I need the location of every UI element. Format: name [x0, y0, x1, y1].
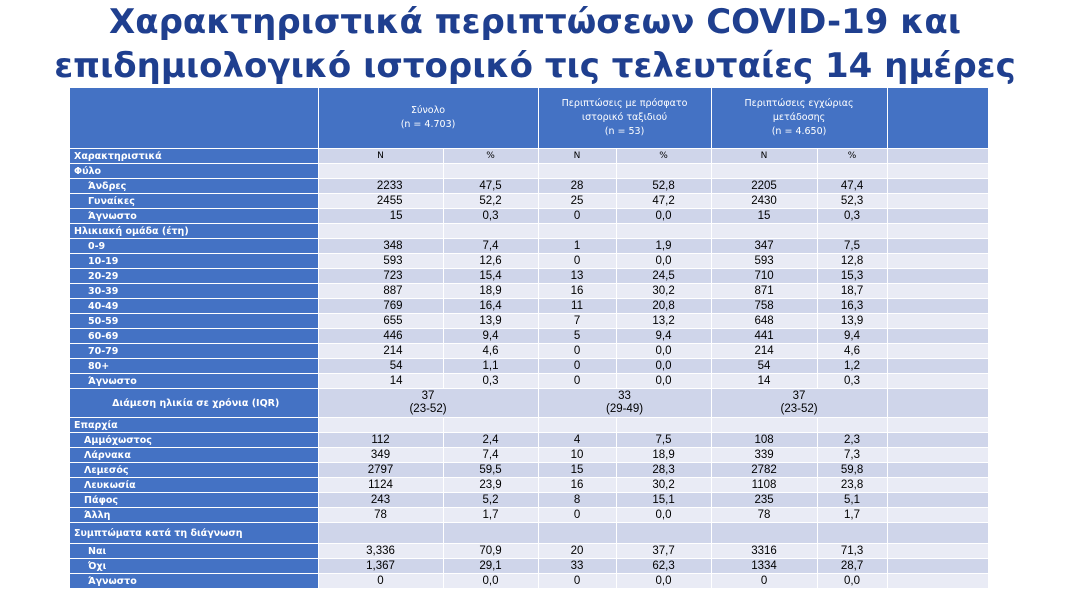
travel-pct: 37,7	[616, 544, 711, 559]
travel-pct: 9,4	[616, 329, 711, 344]
row-label: 0-9	[70, 239, 318, 254]
header-travel-n: (n = 53)	[604, 126, 645, 137]
header-local-n: (n = 4.650)	[771, 126, 827, 137]
local-n: 347	[711, 239, 817, 254]
total-pct: 52,2	[443, 194, 538, 209]
local-n: 214	[711, 344, 817, 359]
characteristics-table	[70, 88, 989, 589]
travel-n: 4	[538, 433, 616, 448]
local-n: 2205	[711, 179, 817, 194]
travel-n: 7	[538, 314, 616, 329]
total-pct: 7,4	[443, 448, 538, 463]
local-pct: 4,6	[817, 344, 887, 359]
total-pct: 18,9	[443, 284, 538, 299]
row-blank-cell	[887, 574, 988, 589]
header-total	[318, 88, 538, 149]
local-n: 3316	[711, 544, 817, 559]
row-blank-cell	[887, 359, 988, 374]
local-n: 441	[711, 329, 817, 344]
median-label: Διάμεση ηλικία σε χρόνια (IQR)	[70, 389, 318, 418]
total-n: 243	[318, 493, 443, 508]
local-n: 710	[711, 269, 817, 284]
local-pct: 5,1	[817, 493, 887, 508]
header-travel-label2: ιστορικό ταξιδιού	[581, 112, 668, 123]
age-row	[70, 299, 988, 314]
travel-n: 33	[538, 559, 616, 574]
col-pct-label: %	[616, 149, 711, 164]
row-blank-cell	[887, 344, 988, 359]
empty-cell	[711, 224, 817, 239]
travel-n: 0	[538, 374, 616, 389]
travel-n: 15	[538, 463, 616, 478]
column-subheader-row	[70, 149, 988, 164]
total-pct: 0,3	[443, 374, 538, 389]
row-label: Όχι	[70, 559, 318, 574]
travel-pct: 62,3	[616, 559, 711, 574]
row-blank-cell	[887, 418, 988, 433]
row-blank-cell	[887, 179, 988, 194]
total-pct: 1,7	[443, 508, 538, 523]
row-blank-cell	[887, 433, 988, 448]
row-label: 20-29	[70, 269, 318, 284]
title-line-1: Χαρακτηριστικά περιπτώσεων COVID-19 και	[109, 2, 961, 42]
total-pct: 5,2	[443, 493, 538, 508]
local-n: 758	[711, 299, 817, 314]
header-travel-label1: Περιπτώσεις με πρόσφατο	[561, 98, 688, 109]
local-pct: 7,5	[817, 239, 887, 254]
travel-n: 16	[538, 478, 616, 493]
empty-cell	[616, 224, 711, 239]
row-blank-cell	[887, 209, 988, 224]
travel-pct: 30,2	[616, 478, 711, 493]
row-label: Φύλο	[70, 164, 318, 179]
total-pct: 70,9	[443, 544, 538, 559]
row-label: 40-49	[70, 299, 318, 314]
district-row	[70, 448, 988, 463]
total-n: 112	[318, 433, 443, 448]
row-label: Άγνωστο	[70, 209, 318, 224]
total-pct: 23,9	[443, 478, 538, 493]
empty-cell	[538, 164, 616, 179]
empty-cell	[711, 418, 817, 433]
district-row	[70, 463, 988, 478]
total-n: 349	[318, 448, 443, 463]
row-blank-cell	[887, 164, 988, 179]
row-blank-cell	[887, 149, 988, 164]
age-row	[70, 359, 988, 374]
total-n: 14	[318, 374, 443, 389]
local-n: 593	[711, 254, 817, 269]
row-blank-cell	[887, 463, 988, 478]
total-pct: 4,6	[443, 344, 538, 359]
total-n: 446	[318, 329, 443, 344]
local-n: 648	[711, 314, 817, 329]
age-row	[70, 314, 988, 329]
row-blank-cell	[887, 194, 988, 209]
empty-cell	[711, 164, 817, 179]
row-label: Ηλικιακή ομάδα (έτη)	[70, 224, 318, 239]
section-age	[70, 224, 988, 239]
total-n: 214	[318, 344, 443, 359]
col-n-label: N	[538, 149, 616, 164]
row-label: Πάφος	[70, 493, 318, 508]
median-age-row	[70, 389, 988, 418]
travel-pct: 0,0	[616, 359, 711, 374]
characteristics-label: Χαρακτηριστικά	[70, 149, 318, 164]
local-pct: 12,8	[817, 254, 887, 269]
district-row	[70, 433, 988, 448]
local-pct: 47,4	[817, 179, 887, 194]
total-n: 348	[318, 239, 443, 254]
col-pct-label: %	[817, 149, 887, 164]
total-pct: 7,4	[443, 239, 538, 254]
local-pct: 18,7	[817, 284, 887, 299]
empty-cell	[443, 418, 538, 433]
total-n: 887	[318, 284, 443, 299]
local-pct: 15,3	[817, 269, 887, 284]
empty-cell	[817, 224, 887, 239]
travel-pct: 28,3	[616, 463, 711, 478]
empty-cell	[817, 523, 887, 544]
local-n: 871	[711, 284, 817, 299]
total-n: 769	[318, 299, 443, 314]
local-n: 15	[711, 209, 817, 224]
median-total-value: 37	[421, 390, 435, 402]
median-total	[318, 389, 538, 418]
median-travel-iqr: (29-49)	[605, 403, 644, 415]
age-row	[70, 344, 988, 359]
header-blank-right	[887, 88, 988, 149]
row-blank-cell	[887, 224, 988, 239]
total-n: 593	[318, 254, 443, 269]
empty-cell	[443, 523, 538, 544]
total-pct: 0,3	[443, 209, 538, 224]
row-label: Αμμόχωστος	[70, 433, 318, 448]
col-n-label: N	[711, 149, 817, 164]
empty-cell	[616, 523, 711, 544]
travel-pct: 30,2	[616, 284, 711, 299]
median-local	[711, 389, 887, 418]
total-n: 1,367	[318, 559, 443, 574]
local-pct: 23,8	[817, 478, 887, 493]
table-header-row	[70, 88, 988, 149]
travel-n: 20	[538, 544, 616, 559]
local-pct: 59,8	[817, 463, 887, 478]
travel-pct: 7,5	[616, 433, 711, 448]
row-label: Ναι	[70, 544, 318, 559]
row-blank-cell	[887, 314, 988, 329]
travel-pct: 24,5	[616, 269, 711, 284]
row-label: 10-19	[70, 254, 318, 269]
empty-cell	[817, 418, 887, 433]
travel-pct: 15,1	[616, 493, 711, 508]
empty-cell	[538, 418, 616, 433]
local-n: 2430	[711, 194, 817, 209]
local-pct: 1,2	[817, 359, 887, 374]
local-pct: 0,3	[817, 374, 887, 389]
sex-row	[70, 179, 988, 194]
median-travel	[538, 389, 711, 418]
empty-cell	[616, 418, 711, 433]
total-n: 0	[318, 574, 443, 589]
total-n: 2797	[318, 463, 443, 478]
row-blank-cell	[887, 329, 988, 344]
travel-n: 16	[538, 284, 616, 299]
local-pct: 71,3	[817, 544, 887, 559]
travel-pct: 47,2	[616, 194, 711, 209]
travel-pct: 0,0	[616, 254, 711, 269]
total-n: 655	[318, 314, 443, 329]
empty-cell	[887, 523, 988, 544]
empty-cell	[538, 523, 616, 544]
total-pct: 59,5	[443, 463, 538, 478]
local-n: 78	[711, 508, 817, 523]
local-pct: 7,3	[817, 448, 887, 463]
travel-pct: 0,0	[616, 574, 711, 589]
median-local-iqr: (23-52)	[780, 403, 818, 415]
total-pct: 12,6	[443, 254, 538, 269]
local-pct: 1,7	[817, 508, 887, 523]
age-row	[70, 269, 988, 284]
district-row	[70, 508, 988, 523]
sex-row	[70, 209, 988, 224]
local-n: 0	[711, 574, 817, 589]
col-n-label: N	[318, 149, 443, 164]
age-row	[70, 254, 988, 269]
row-label: Γυναίκες	[70, 194, 318, 209]
row-blank-cell	[887, 544, 988, 559]
total-pct: 47,5	[443, 179, 538, 194]
row-blank-cell	[887, 254, 988, 269]
travel-n: 1	[538, 239, 616, 254]
title-line-2: επιδημιολογικό ιστορικό τις τελευταίες 14 ημέρες	[54, 46, 1016, 86]
travel-pct: 0,0	[616, 374, 711, 389]
col-pct-label: %	[443, 149, 538, 164]
age-row	[70, 374, 988, 389]
local-n: 54	[711, 359, 817, 374]
row-label: Άλλη	[70, 508, 318, 523]
symptom-row	[70, 544, 988, 559]
empty-cell	[538, 224, 616, 239]
district-row	[70, 493, 988, 508]
total-pct: 29,1	[443, 559, 538, 574]
header-local	[711, 88, 887, 149]
travel-n: 25	[538, 194, 616, 209]
local-n: 1108	[711, 478, 817, 493]
travel-pct: 20,8	[616, 299, 711, 314]
travel-pct: 13,2	[616, 314, 711, 329]
total-n: 1124	[318, 478, 443, 493]
empty-cell	[318, 523, 443, 544]
empty-cell	[318, 418, 443, 433]
local-n: 1334	[711, 559, 817, 574]
section-symptoms	[70, 523, 988, 544]
row-blank-cell	[887, 269, 988, 284]
travel-pct: 0,0	[616, 508, 711, 523]
local-pct: 0,3	[817, 209, 887, 224]
local-n: 14	[711, 374, 817, 389]
row-blank-cell	[887, 493, 988, 508]
total-n: 2455	[318, 194, 443, 209]
row-label: Λεμεσός	[70, 463, 318, 478]
travel-n: 0	[538, 574, 616, 589]
local-pct: 13,9	[817, 314, 887, 329]
travel-pct: 1,9	[616, 239, 711, 254]
total-pct: 2,4	[443, 433, 538, 448]
symptom-row	[70, 559, 988, 574]
row-label: Λάρνακα	[70, 448, 318, 463]
empty-cell	[318, 164, 443, 179]
row-label: 50-59	[70, 314, 318, 329]
median-total-iqr: (23-52)	[409, 403, 447, 415]
total-pct: 0,0	[443, 574, 538, 589]
total-pct: 9,4	[443, 329, 538, 344]
travel-n: 5	[538, 329, 616, 344]
local-pct: 28,7	[817, 559, 887, 574]
total-pct: 16,4	[443, 299, 538, 314]
section-district	[70, 418, 988, 433]
row-blank-cell	[887, 284, 988, 299]
travel-n: 0	[538, 359, 616, 374]
row-label: Άνδρες	[70, 179, 318, 194]
section-sex	[70, 164, 988, 179]
row-label: Άγνωστο	[70, 574, 318, 589]
row-label: 70-79	[70, 344, 318, 359]
total-n: 723	[318, 269, 443, 284]
row-blank-cell	[887, 239, 988, 254]
empty-cell	[443, 224, 538, 239]
age-row	[70, 329, 988, 344]
header-blank	[70, 88, 318, 149]
local-n: 235	[711, 493, 817, 508]
total-pct: 13,9	[443, 314, 538, 329]
row-label: Επαρχία	[70, 418, 318, 433]
local-n: 108	[711, 433, 817, 448]
header-local-label2: μετάδοσης	[772, 112, 826, 123]
empty-cell	[616, 164, 711, 179]
local-n: 339	[711, 448, 817, 463]
slide-title	[0, 0, 1070, 88]
row-blank-cell	[887, 389, 988, 418]
header-travel	[538, 88, 711, 149]
travel-pct: 0,0	[616, 344, 711, 359]
total-n: 54	[318, 359, 443, 374]
row-label: 30-39	[70, 284, 318, 299]
travel-n: 0	[538, 254, 616, 269]
local-pct: 9,4	[817, 329, 887, 344]
travel-pct: 52,8	[616, 179, 711, 194]
total-n: 3,336	[318, 544, 443, 559]
travel-pct: 18,9	[616, 448, 711, 463]
empty-cell	[817, 164, 887, 179]
empty-cell	[711, 523, 817, 544]
travel-n: 13	[538, 269, 616, 284]
travel-n: 0	[538, 209, 616, 224]
age-row	[70, 239, 988, 254]
row-blank-cell	[887, 374, 988, 389]
symptom-row	[70, 574, 988, 589]
header-total-label: Σύνολο	[410, 105, 446, 116]
local-pct: 16,3	[817, 299, 887, 314]
travel-pct: 0,0	[616, 209, 711, 224]
local-n: 2782	[711, 463, 817, 478]
header-local-label1: Περιπτώσεις εγχώριας	[744, 98, 854, 109]
row-label: 80+	[70, 359, 318, 374]
row-blank-cell	[887, 448, 988, 463]
row-label: 60-69	[70, 329, 318, 344]
total-pct: 1,1	[443, 359, 538, 374]
row-blank-cell	[887, 508, 988, 523]
header-total-n: (n = 4.703)	[400, 119, 456, 130]
total-pct: 15,4	[443, 269, 538, 284]
sex-row	[70, 194, 988, 209]
age-row	[70, 284, 988, 299]
local-pct: 2,3	[817, 433, 887, 448]
total-n: 78	[318, 508, 443, 523]
row-label: Λευκωσία	[70, 478, 318, 493]
row-label: Άγνωστο	[70, 374, 318, 389]
travel-n: 8	[538, 493, 616, 508]
total-n: 15	[318, 209, 443, 224]
travel-n: 10	[538, 448, 616, 463]
row-label: Συμπτώματα κατά τη διάγνωση	[70, 523, 318, 544]
travel-n: 28	[538, 179, 616, 194]
travel-n: 0	[538, 344, 616, 359]
total-n: 2233	[318, 179, 443, 194]
median-local-value: 37	[792, 390, 806, 402]
travel-n: 0	[538, 508, 616, 523]
empty-cell	[318, 224, 443, 239]
row-blank-cell	[887, 559, 988, 574]
row-blank-cell	[887, 299, 988, 314]
empty-cell	[443, 164, 538, 179]
row-blank-cell	[887, 478, 988, 493]
local-pct: 52,3	[817, 194, 887, 209]
median-travel-value: 33	[618, 390, 631, 402]
travel-n: 11	[538, 299, 616, 314]
district-row	[70, 478, 988, 493]
local-pct: 0,0	[817, 574, 887, 589]
